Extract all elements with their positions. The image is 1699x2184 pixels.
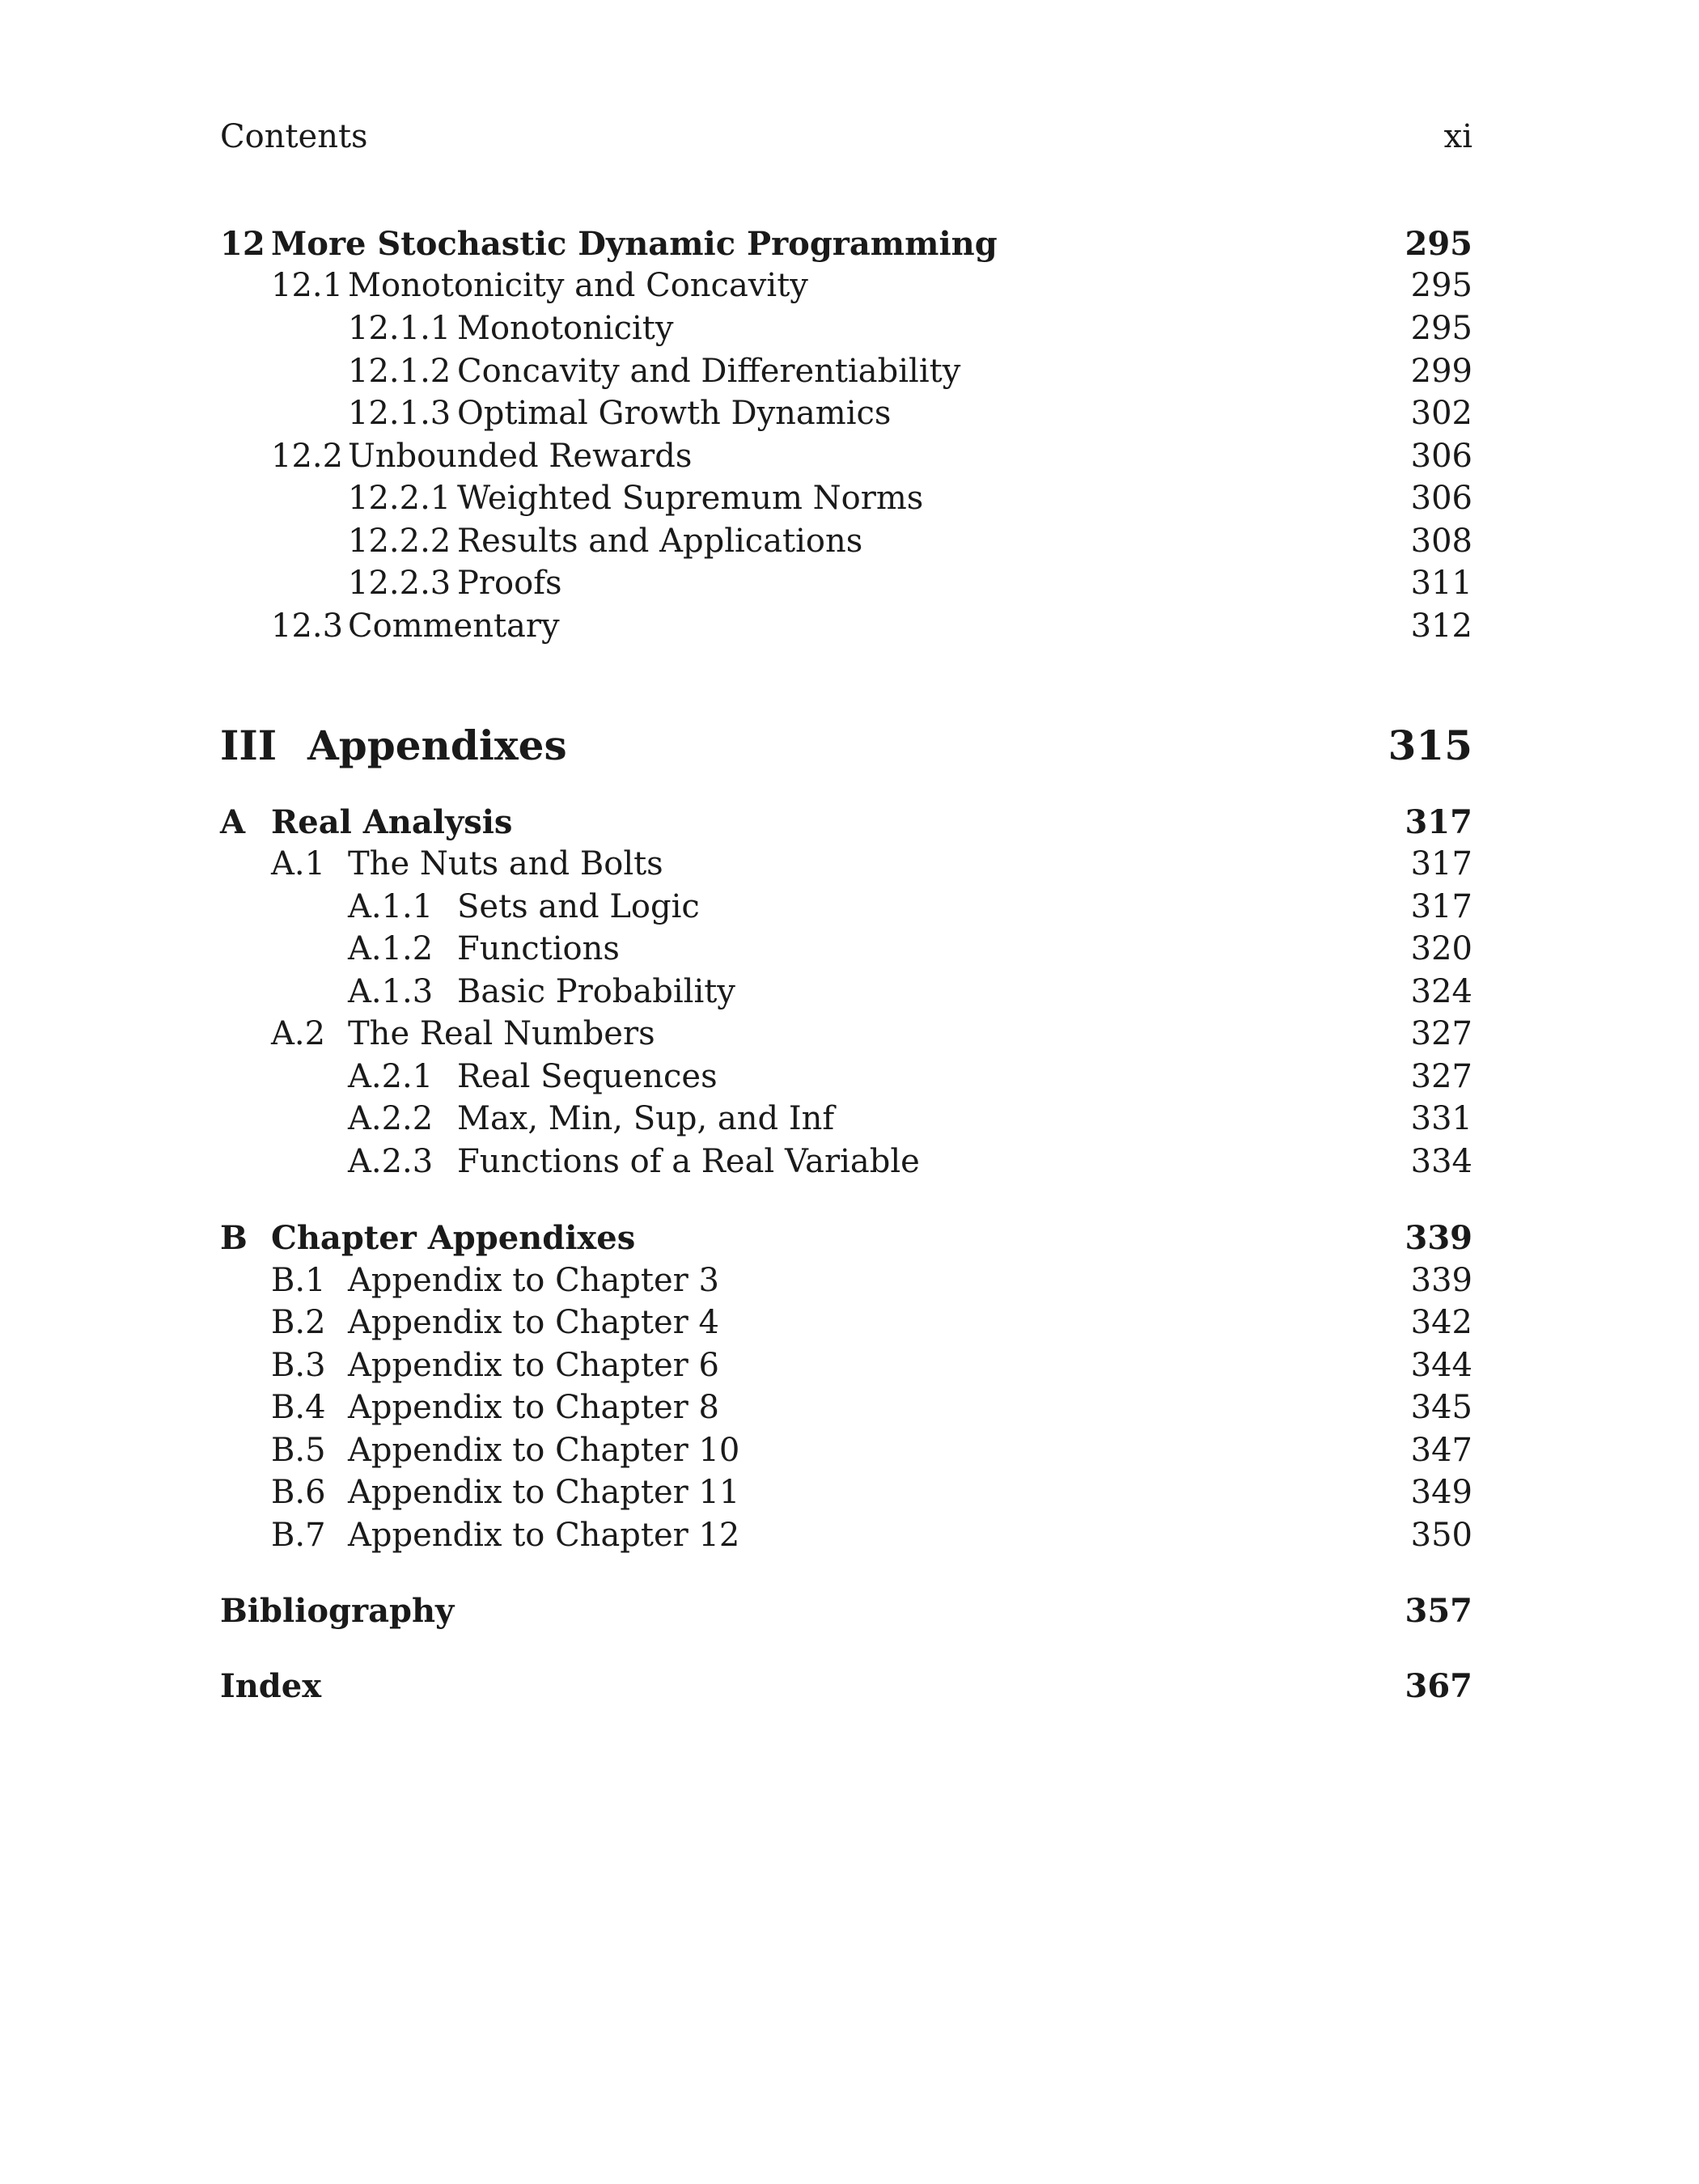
section-title[interactable]: Commentary [348,607,560,645]
subsection-title[interactable]: Results and Applications [457,523,863,560]
subsection-number: 12.1.1 [348,310,451,347]
subsection-title[interactable]: Proofs [457,565,562,602]
subsection-title[interactable]: Max, Min, Sup, and Inf [457,1100,835,1137]
chapter-number: 12 [220,225,265,263]
subsection-page: 334 [1410,1143,1472,1180]
subsection-number: 12.2.2 [348,523,451,560]
section-title[interactable]: Monotonicity and Concavity [348,267,808,304]
subsection-page: 331 [1410,1100,1472,1137]
subsection-number: A.2.2 [348,1100,434,1137]
section-page: 327 [1410,1015,1472,1052]
appendix-page: 317 [1405,803,1472,841]
subsection-page: 306 [1410,480,1472,517]
section-title[interactable]: Appendix to Chapter 4 [348,1304,719,1341]
subsection-number: A.1.3 [348,973,434,1010]
subsection-number: 12.1.3 [348,395,451,432]
section-page: 345 [1410,1389,1472,1426]
subsection-page: 299 [1410,353,1472,390]
section-title[interactable]: Appendix to Chapter 8 [348,1389,719,1426]
section-number: A.1 [271,845,326,882]
section-number: 12.1 [271,267,344,304]
section-number: B.6 [271,1474,326,1511]
subsection-page: 317 [1410,888,1472,925]
section-number: 12.3 [271,607,344,645]
section-page: 344 [1410,1347,1472,1384]
subsection-number: A.1.2 [348,930,434,967]
section-page: 317 [1410,845,1472,882]
section-number: B.5 [271,1432,326,1469]
appendix-title[interactable]: Real Analysis [271,803,513,841]
subsection-number: A.2.3 [348,1143,434,1180]
section-page: 339 [1410,1262,1472,1299]
running-header-page-number: xi [1443,118,1472,155]
subsection-title[interactable]: Real Sequences [457,1058,718,1095]
section-number: B.3 [271,1347,326,1384]
subsection-title[interactable]: Functions of a Real Variable [457,1143,920,1180]
section-number: B.1 [271,1262,326,1299]
subsection-page: 327 [1410,1058,1472,1095]
subsection-page: 302 [1410,395,1472,432]
section-number: 12.2 [271,438,344,475]
section-page: 349 [1410,1474,1472,1511]
appendix-letter: B [220,1219,248,1257]
section-title[interactable]: Appendix to Chapter 10 [348,1432,740,1469]
subsection-page: 320 [1410,930,1472,967]
part-number: III [220,722,278,769]
chapter-title[interactable]: More Stochastic Dynamic Programming [271,225,998,263]
index-title[interactable]: Index [220,1667,322,1705]
subsection-page: 324 [1410,973,1472,1010]
section-page: 350 [1410,1517,1472,1554]
appendix-letter: A [220,803,246,841]
section-page: 312 [1410,607,1472,645]
subsection-page: 308 [1410,523,1472,560]
section-number: A.2 [271,1015,326,1052]
subsection-title[interactable]: Sets and Logic [457,888,700,925]
subsection-title[interactable]: Optimal Growth Dynamics [457,395,892,432]
section-number: B.2 [271,1304,326,1341]
appendix-page: 339 [1405,1219,1472,1257]
index-page: 367 [1405,1667,1472,1705]
subsection-title[interactable]: Weighted Supremum Norms [457,480,924,517]
bibliography-title[interactable]: Bibliography [220,1592,455,1630]
section-title[interactable]: Unbounded Rewards [348,438,693,475]
subsection-title[interactable]: Concavity and Differentiability [457,353,961,390]
section-page: 347 [1410,1432,1472,1469]
section-page: 342 [1410,1304,1472,1341]
subsection-title[interactable]: Monotonicity [457,310,674,347]
section-title[interactable]: Appendix to Chapter 6 [348,1347,719,1384]
subsection-number: 12.1.2 [348,353,451,390]
section-title[interactable]: Appendix to Chapter 12 [348,1517,740,1554]
section-number: B.4 [271,1389,326,1426]
subsection-number: 12.2.3 [348,565,451,602]
section-page: 306 [1410,438,1472,475]
chapter-page: 295 [1405,225,1472,263]
bibliography-page: 357 [1405,1592,1472,1630]
part-page: 315 [1388,722,1472,769]
section-page: 295 [1410,267,1472,304]
section-title[interactable]: Appendix to Chapter 3 [348,1262,719,1299]
subsection-page: 295 [1410,310,1472,347]
running-header-title: Contents [220,118,368,155]
subsection-title[interactable]: Functions [457,930,620,967]
subsection-page: 311 [1410,565,1472,602]
subsection-number: 12.2.1 [348,480,451,517]
subsection-number: A.2.1 [348,1058,434,1095]
section-number: B.7 [271,1517,326,1554]
part-title[interactable]: Appendixes [307,722,567,769]
section-title[interactable]: Appendix to Chapter 11 [348,1474,740,1511]
section-title[interactable]: The Real Numbers [348,1015,655,1052]
appendix-title[interactable]: Chapter Appendixes [271,1219,636,1257]
section-title[interactable]: The Nuts and Bolts [348,845,663,882]
subsection-number: A.1.1 [348,888,434,925]
subsection-title[interactable]: Basic Probability [457,973,735,1010]
